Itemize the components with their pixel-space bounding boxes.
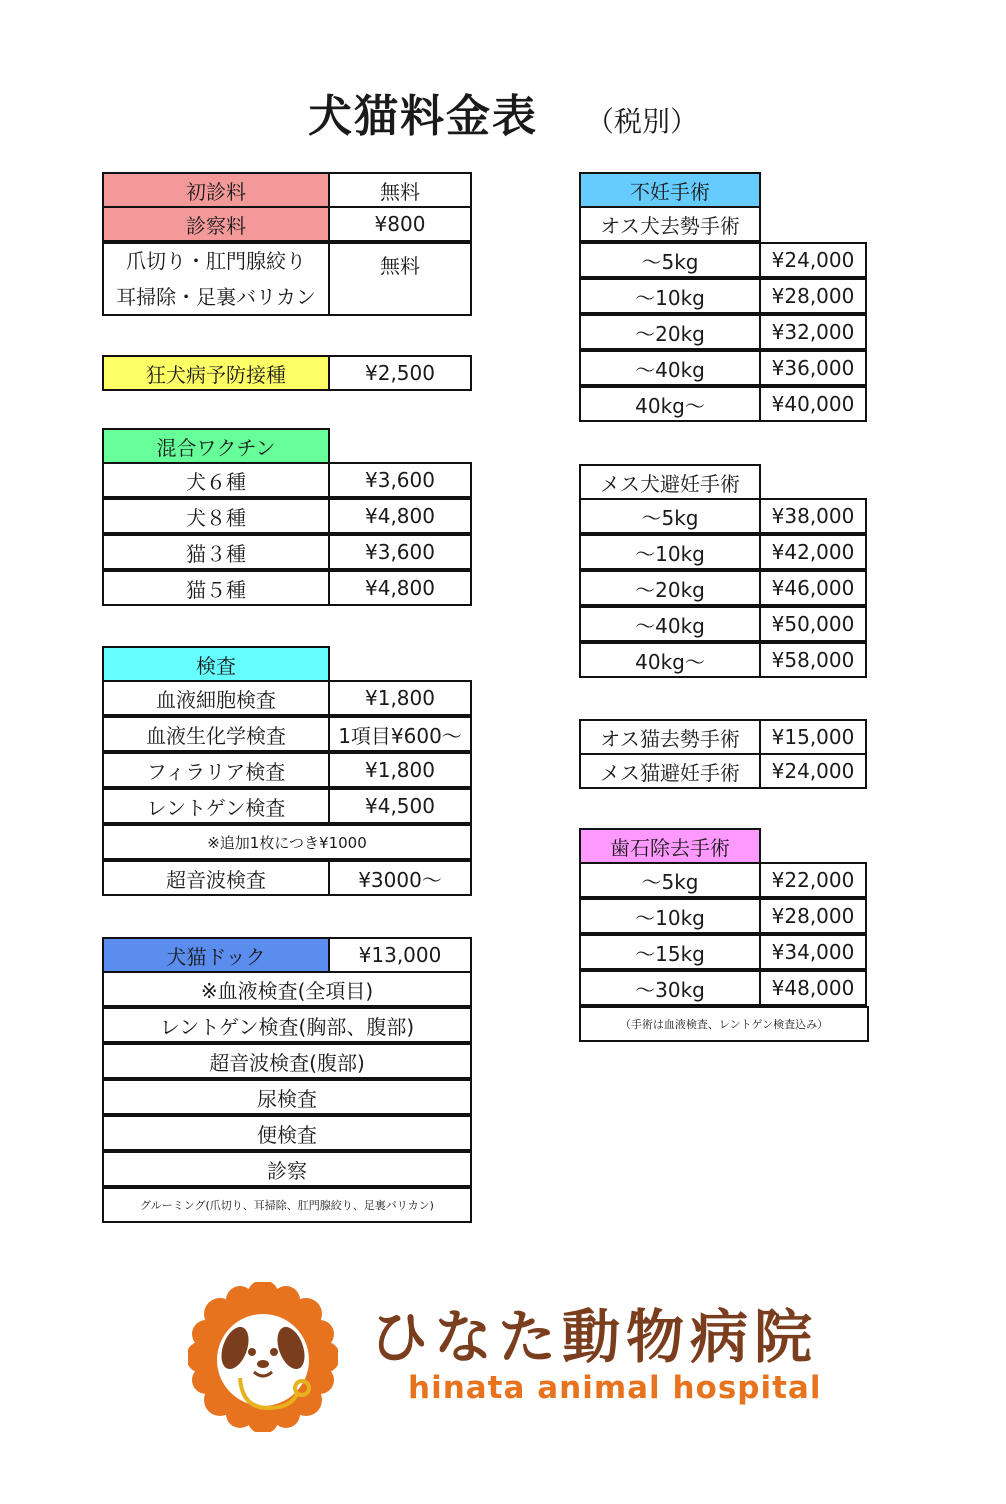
test-row-label: レントゲン検査	[102, 788, 330, 824]
cat-surgery-label: オス猫去勢手術	[579, 719, 761, 755]
male-dog-label: オス犬去勢手術	[579, 206, 761, 242]
hospital-logo	[188, 1282, 838, 1432]
vaccine-row-label: 猫３種	[102, 534, 330, 570]
male-dog-weight: 〜20kg	[579, 314, 761, 350]
dog-sun-logo-icon	[188, 1282, 338, 1432]
dock-label: 犬猫ドック	[102, 937, 330, 973]
vaccine-header: 混合ワクチン	[102, 428, 330, 464]
male-dog-price: ¥36,000	[759, 350, 867, 386]
test-row-label: 血液細胞検査	[102, 680, 330, 716]
female-dog-weight: 〜40kg	[579, 606, 761, 642]
female-dog-weight: 〜20kg	[579, 570, 761, 606]
care-value: 無料	[328, 242, 472, 316]
dental-header: 歯石除去手術	[579, 828, 761, 864]
female-dog-price: ¥50,000	[759, 606, 867, 642]
male-dog-weight: 〜10kg	[579, 278, 761, 314]
dock-item: 尿検査	[102, 1079, 472, 1115]
dental-price: ¥34,000	[759, 934, 867, 970]
male-dog-price: ¥32,000	[759, 314, 867, 350]
rabies-value: ¥2,500	[328, 355, 472, 391]
female-dog-weight: 〜5kg	[579, 498, 761, 534]
cat-surgery-label: メス猫避妊手術	[579, 753, 761, 789]
dock-item: 便検査	[102, 1115, 472, 1151]
dock-table	[102, 937, 472, 1225]
female-dog-price: ¥58,000	[759, 642, 867, 678]
male-dog-price: ¥28,000	[759, 278, 867, 314]
cat-surgery-table	[579, 719, 867, 791]
female-dog-table	[579, 464, 867, 680]
vaccine-row-value: ¥3,600	[328, 462, 472, 498]
test-row-value: ¥1,800	[328, 680, 472, 716]
logo-english-name: hinata animal hospital	[408, 1370, 822, 1406]
female-dog-price: ¥38,000	[759, 498, 867, 534]
dock-item: ※血液検査(全項目)	[102, 971, 472, 1007]
female-dog-label: メス犬避妊手術	[579, 464, 761, 500]
rabies-label: 狂犬病予防接種	[102, 355, 330, 391]
male-dog-weight: 40kg〜	[579, 386, 761, 422]
test-row-value: ¥4,500	[328, 788, 472, 824]
cat-surgery-price: ¥24,000	[759, 753, 867, 789]
dental-note: （手術は血液検査、レントゲン検査込み）	[579, 1006, 869, 1042]
vaccine-row-label: 犬８種	[102, 498, 330, 534]
vaccine-row-label: 猫５種	[102, 570, 330, 606]
xray-note: ※追加1枚につき¥1000	[102, 824, 472, 860]
vaccine-row-label: 犬６種	[102, 462, 330, 498]
test-row-label: 血液生化学検査	[102, 716, 330, 752]
grooming-note: グルーミング(爪切り、耳掃除、肛門腺絞り、足裏バリカン)	[102, 1187, 472, 1223]
male-dog-weight: 〜40kg	[579, 350, 761, 386]
dental-weight: 〜5kg	[579, 862, 761, 898]
tests-header: 検査	[102, 646, 330, 682]
dental-price: ¥22,000	[759, 862, 867, 898]
dental-price: ¥28,000	[759, 898, 867, 934]
tax-note: （税別）	[585, 105, 698, 138]
first-visit-value: 無料	[328, 172, 472, 208]
vaccine-row-value: ¥4,800	[328, 498, 472, 534]
dental-weight: 〜30kg	[579, 970, 761, 1006]
male-dog-weight: 〜5kg	[579, 242, 761, 278]
vaccine-row-value: ¥4,800	[328, 570, 472, 606]
tests-table	[102, 646, 472, 898]
exam-fee-label: 診察料	[102, 206, 330, 242]
female-dog-price: ¥46,000	[759, 570, 867, 606]
care-label-line1: 爪切り・肛門腺絞り	[126, 249, 306, 273]
male-dog-price: ¥40,000	[759, 386, 867, 422]
female-dog-weight: 〜10kg	[579, 534, 761, 570]
dock-item: 超音波検査(腹部)	[102, 1043, 472, 1079]
care-label-line2: 耳掃除・足裏バリカン	[116, 285, 316, 309]
dock-item: レントゲン検査(胸部、腹部)	[102, 1007, 472, 1043]
test-row-value: 1項目¥600〜	[328, 716, 472, 752]
neuter-header: 不妊手術	[579, 172, 761, 208]
dock-item: 診察	[102, 1151, 472, 1187]
dental-weight: 〜10kg	[579, 898, 761, 934]
dental-table	[579, 828, 869, 1044]
consultation-table	[102, 172, 472, 318]
page-title	[0, 80, 1006, 144]
vaccine-table	[102, 428, 472, 608]
test-row-label: フィラリア検査	[102, 752, 330, 788]
rabies-table	[102, 355, 472, 391]
exam-fee-value: ¥800	[328, 206, 472, 242]
title-text: 犬猫料金表	[307, 91, 538, 142]
dental-weight: 〜15kg	[579, 934, 761, 970]
female-dog-weight: 40kg〜	[579, 642, 761, 678]
first-visit-label: 初診料	[102, 172, 330, 208]
vaccine-row-value: ¥3,600	[328, 534, 472, 570]
dental-price: ¥48,000	[759, 970, 867, 1006]
care-label	[102, 242, 330, 316]
neuter-table	[579, 172, 867, 424]
female-dog-price: ¥42,000	[759, 534, 867, 570]
test-row-value: ¥1,800	[328, 752, 472, 788]
cat-surgery-price: ¥15,000	[759, 719, 867, 755]
logo-japanese-name: ひなた動物病院	[370, 1303, 819, 1371]
male-dog-price: ¥24,000	[759, 242, 867, 278]
ultrasound-value: ¥3000〜	[328, 860, 472, 896]
ultrasound-label: 超音波検査	[102, 860, 330, 896]
dock-value: ¥13,000	[328, 937, 472, 973]
